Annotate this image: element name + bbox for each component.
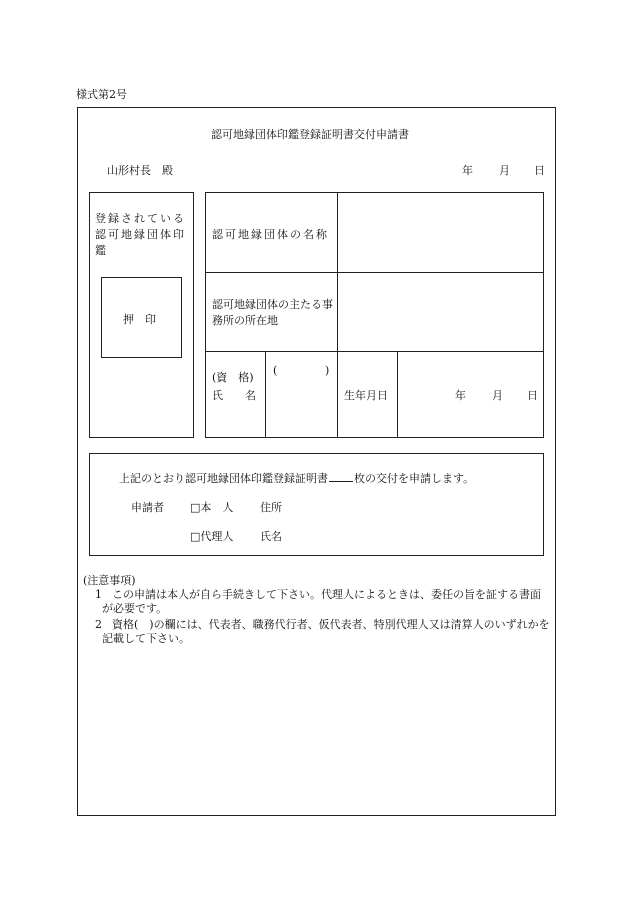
- notes-heading: (注意事項): [83, 574, 136, 587]
- table-divider-v3: [397, 351, 398, 438]
- birth-year[interactable]: 年: [455, 389, 466, 402]
- birth-date-label: 生年月日: [344, 389, 388, 402]
- qualification-name-field[interactable]: [267, 353, 336, 436]
- birth-month[interactable]: 月: [492, 389, 503, 402]
- paren-close: ): [325, 364, 330, 377]
- date-year[interactable]: 年: [462, 164, 473, 177]
- stamp-label: 押 印: [123, 313, 156, 326]
- note-2-number: 2: [95, 618, 102, 631]
- note-1-text: この申請は本人が自ら手続きして下さい。代理人によるときは、委任の旨を証する書面が必要です。: [102, 588, 541, 615]
- self-checkbox-option[interactable]: □本 人: [190, 501, 234, 514]
- note-1-number: 1: [95, 588, 102, 601]
- copies-field[interactable]: [329, 472, 353, 482]
- paren-open: (: [273, 364, 278, 377]
- table-divider-v2: [265, 351, 266, 438]
- request-statement-before: 上記のとおり認可地縁団体印鑑登録証明書: [119, 472, 328, 485]
- group-name-label: 認可地縁団体の名称: [212, 228, 329, 241]
- registered-seal-label: 登録されている認可地縁団体印鑑: [95, 212, 186, 257]
- table-divider-v1: [337, 192, 338, 438]
- birth-day[interactable]: 日: [527, 389, 538, 402]
- addressee: 山形村長 殿: [107, 164, 173, 177]
- form-title: 認可地縁団体印鑑登録証明書交付申請書: [211, 128, 409, 141]
- person-name-label: 氏 名: [212, 389, 256, 402]
- form-number: 様式第2号: [76, 88, 127, 101]
- applicant-label: 申請者: [131, 501, 164, 514]
- date-day[interactable]: 日: [534, 164, 545, 177]
- request-statement-after: 枚の交付を申請します。: [354, 472, 475, 485]
- agent-checkbox-option[interactable]: □代理人: [190, 530, 234, 543]
- applicant-address-label: 住所: [260, 501, 282, 514]
- office-address-field[interactable]: [339, 274, 542, 349]
- applicant-name-label: 氏名: [260, 530, 282, 543]
- group-name-field[interactable]: [339, 194, 542, 270]
- office-address-label: 認可地縁団体の主たる事務所の所在地: [212, 298, 333, 327]
- date-month[interactable]: 月: [499, 164, 510, 177]
- request-statement: [119, 470, 474, 486]
- note-2-text: 資格( )の欄には、代表者、職務代行者、仮代表者、特別代理人又は清算人のいずれかを記載して下さい。: [102, 618, 550, 645]
- table-divider-h1: [205, 272, 544, 273]
- table-divider-h2: [205, 351, 544, 352]
- qualification-label: (資 格): [212, 371, 254, 384]
